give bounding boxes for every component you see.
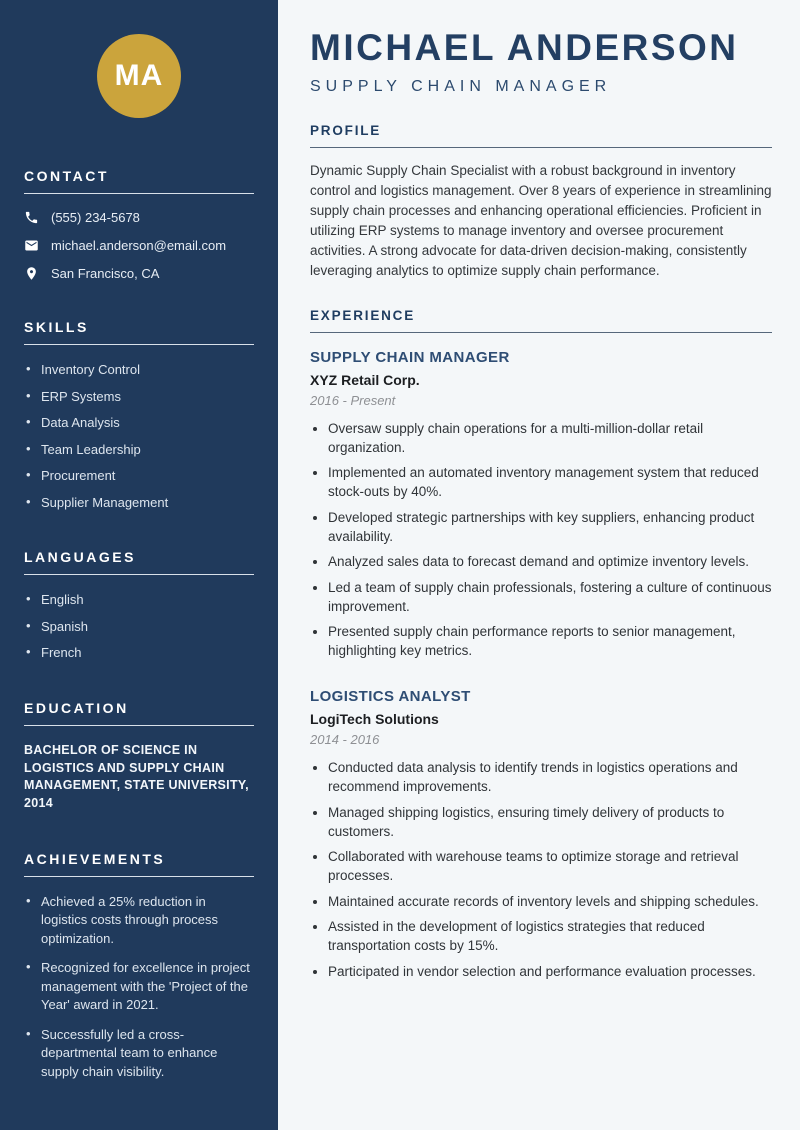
contact-row-location: [24, 266, 254, 281]
skills-section: [24, 319, 254, 511]
section-divider: [24, 725, 254, 726]
contact-section: [24, 168, 254, 281]
skill-item: • Supplier Management: [24, 494, 254, 512]
achievement-item: • Achieved a 25% reduction in logistics costs through process optimization.: [24, 893, 254, 948]
job-bullet: • Led a team of supply chain professionals, fostering a culture of continuous improvement.: [328, 578, 772, 616]
experience-section-title: EXPERIENCE: [310, 307, 416, 323]
job-bullet: • Developed strategic partnerships with key suppliers, enhancing product availability.: [328, 508, 772, 546]
skill-item: • Inventory Control: [24, 361, 254, 379]
sidebar: [0, 0, 278, 1130]
skill-item: • Data Analysis: [24, 414, 254, 432]
phone-number: (555) 234-5678: [51, 210, 140, 225]
skill-item: • Procurement: [24, 467, 254, 485]
job-bullet: • Managed shipping logistics, ensuring timely delivery of products to customers.: [328, 803, 772, 841]
contact-section-title: CONTACT: [24, 168, 109, 184]
skill-item: • Team Leadership: [24, 441, 254, 459]
job-bullet: • Presented supply chain performance reports to senior management, highlighting key metrics.: [328, 622, 772, 660]
experience-section: [310, 308, 772, 981]
section-divider: [24, 574, 254, 575]
languages-section-title: LANGUAGES: [24, 549, 136, 566]
phone-icon: [24, 210, 39, 225]
achievements-list: [24, 893, 254, 1081]
profile-section-title: PROFILE: [310, 122, 382, 138]
job-bullets: [310, 758, 772, 981]
job-company: LogiTech Solutions: [310, 711, 439, 728]
candidate-role: SUPPLY CHAIN MANAGER: [310, 77, 612, 95]
achievements-section: [24, 851, 254, 1081]
email-icon: [24, 238, 39, 253]
email-address: michael.anderson@email.com: [51, 238, 227, 253]
job-title: LOGISTICS ANALYST: [310, 688, 471, 706]
job-dates: 2016 - Present: [310, 392, 396, 408]
education-section: [24, 700, 254, 813]
job-bullet: • Assisted in the development of logistics strategies that reduced transportation costs by 15%.: [328, 917, 772, 955]
job-bullet: • Conducted data analysis to identify trends in logistics operations and recommend improvements.: [328, 758, 772, 796]
contact-row-phone: [24, 210, 254, 225]
section-divider: [24, 876, 254, 877]
contact-row-email: [24, 238, 254, 253]
languages-list: [24, 591, 254, 662]
section-divider: [310, 332, 772, 333]
job-company: XYZ Retail Corp.: [310, 371, 420, 388]
candidate-name: MICHAEL ANDERSON: [310, 27, 739, 68]
location-text: San Francisco, CA: [51, 266, 160, 281]
section-divider: [310, 147, 772, 148]
language-item: • Spanish: [24, 618, 254, 636]
job-bullet: • Collaborated with warehouse teams to optimize storage and retrieval processes.: [328, 847, 772, 885]
section-divider: [24, 344, 254, 345]
job-bullets: [310, 419, 772, 661]
profile-section: [310, 123, 772, 281]
achievement-item: • Recognized for excellence in project management with the 'Project of the Year' award in 2021.: [24, 959, 254, 1014]
education-section-title: EDUCATION: [24, 699, 129, 716]
skills-list: [24, 361, 254, 511]
language-item: • French: [24, 644, 254, 662]
job-bullet: • Maintained accurate records of inventory levels and shipping schedules.: [328, 892, 772, 911]
language-item: • English: [24, 591, 254, 609]
job-bullet: • Implemented an automated inventory management system that reduced stock-outs by 40%.: [328, 463, 772, 501]
profile-summary: Dynamic Supply Chain Specialist with a robust background in inventory control and logistics management. Over 8 years of experience in streamlining supply chain processes and enhancing operational efficiencies. Proficient in utilizing ERP systems to manage inventory and oversee procurement activities. A strong advocate for data-driven decision-making, consistently leveraging analytics to optimize supply chain performance.: [310, 162, 772, 278]
skill-item: • ERP Systems: [24, 388, 254, 406]
skills-section-title: SKILLS: [24, 319, 89, 335]
avatar-initials: MA: [114, 59, 164, 92]
education-degree: BACHELOR OF SCIENCE IN LOGISTICS AND SUPPLY CHAIN MANAGEMENT, STATE UNIVERSITY, 2014: [24, 742, 249, 811]
job-bullet: • Analyzed sales data to forecast demand and optimize inventory levels.: [328, 552, 772, 571]
section-divider: [24, 193, 254, 194]
job-title: SUPPLY CHAIN MANAGER: [310, 348, 510, 366]
experience-job-1: [310, 349, 772, 661]
main-content: [278, 0, 800, 1130]
job-bullet: • Participated in vendor selection and performance evaluation processes.: [328, 962, 772, 981]
experience-job-2: [310, 688, 772, 981]
avatar: [97, 34, 181, 118]
job-dates: 2014 - 2016: [310, 732, 380, 748]
location-icon: [24, 266, 39, 281]
achievements-section-title: ACHIEVEMENTS: [24, 850, 166, 867]
languages-section: [24, 549, 254, 662]
job-bullet: • Oversaw supply chain operations for a multi-million-dollar retail organization.: [328, 419, 772, 457]
achievement-item: • Successfully led a cross-departmental team to enhance supply chain visibility.: [24, 1026, 254, 1081]
